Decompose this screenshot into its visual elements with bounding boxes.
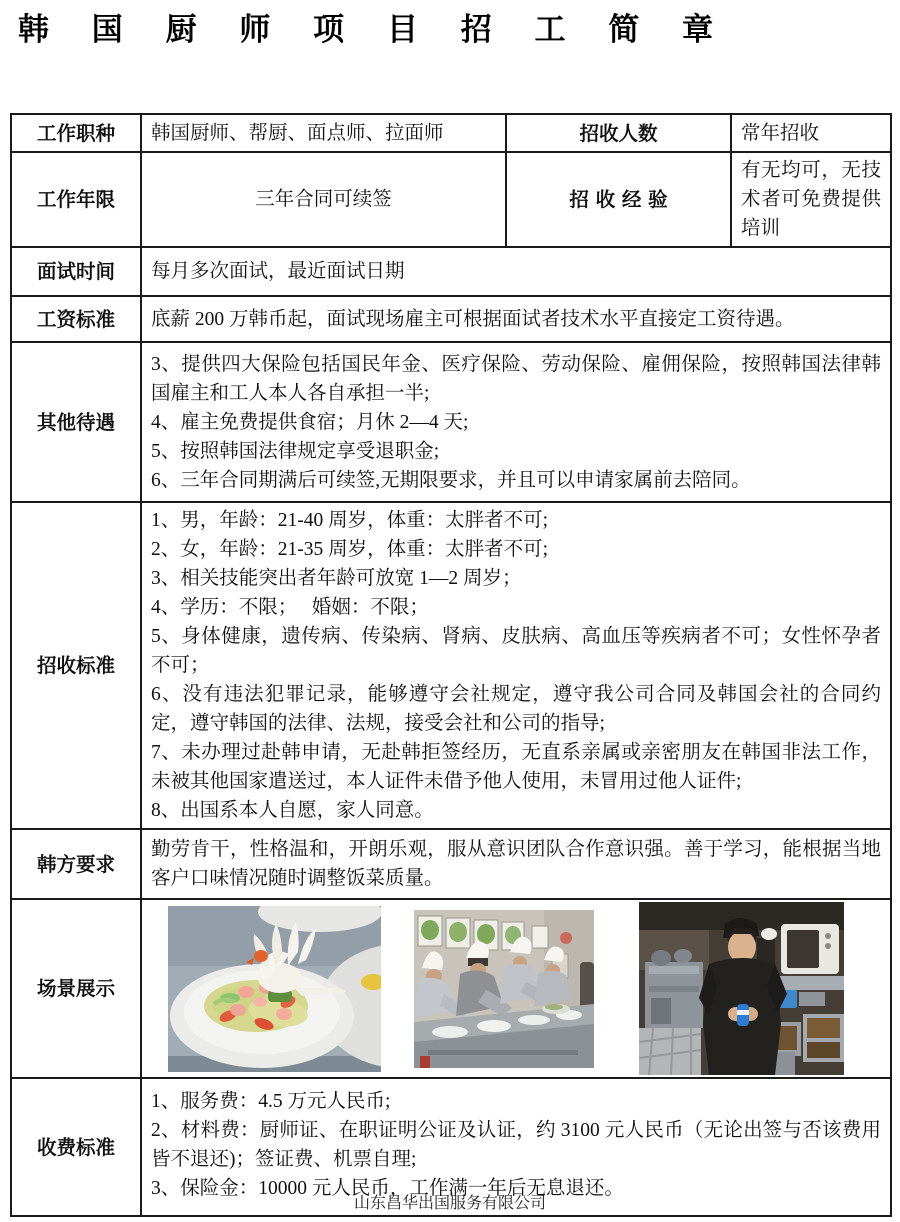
korean-requirements-value: 勤劳肯干，性格温和，开朗乐观，服从意识团队合作意识强。善于学习，能根据当地客户口味情况随时调整饭菜质量。 — [141, 829, 891, 899]
row-label-benefits: 其他待遇 — [11, 342, 141, 502]
criteria-line: 3、相关技能突出者年龄可放宽 1—2 周岁； — [151, 568, 522, 589]
chefs-training-photo — [414, 910, 594, 1068]
row-label-korean-requirements: 韩方要求 — [11, 829, 141, 899]
criteria-line: 6、没有违法犯罪记录，能够遵守会社规定，遵守我公司合同及韩国会社的合同约定，遵守韩国的法律、法规，接受会社和公司的指导; — [151, 684, 881, 734]
benefits-line: 4、雇主免费提供食宿；月休 2—4 天; — [151, 411, 469, 433]
fees-line: 3、保险金：10000 元人民币，工作满一年后无息退还。 — [151, 1178, 624, 1199]
row-label-experience: 招 收 经 验 — [506, 152, 731, 247]
benefits-line: 3、提供四大保险包括国民年金、医疗保险、劳动保险、雇佣保险，按照韩国法律韩国雇主和工人本人各自承担一半; — [151, 353, 881, 404]
recruitment-table — [10, 113, 892, 1217]
benefits-line: 5、按照韩国法律规定享受退职金; — [151, 440, 440, 462]
table-row-gallery — [11, 899, 891, 1078]
recruit-count-value: 常年招收 — [731, 114, 891, 152]
benefits-line: 6、三年合同期满后可续签,无期限要求，并且可以申请家属前去陪同。 — [151, 469, 751, 491]
plated-dish-photo — [168, 906, 381, 1072]
company-footer: 山东昌华出国服务有限公司 — [353, 1195, 546, 1212]
table-row-interview — [11, 247, 891, 296]
table-row-korean-requirements — [11, 829, 891, 899]
row-label-gallery: 场景展示 — [11, 899, 141, 1078]
row-label-criteria: 招收标准 — [11, 502, 141, 829]
criteria-line: 8、出国系本人自愿，家人同意。 — [151, 800, 434, 821]
interview-value: 每月多次面试，最近面试日期 — [141, 247, 891, 296]
chef-in-kitchen-photo — [639, 902, 844, 1075]
job-value: 韩国厨师、帮厨、面点师、拉面师 — [141, 114, 506, 152]
row-label-fees: 收费标准 — [11, 1078, 141, 1216]
table-row-job — [11, 114, 891, 152]
row-label-salary: 工资标准 — [11, 296, 141, 342]
criteria-line: 2、女，年龄：21-35 周岁，体重：太胖者不可; — [151, 539, 549, 560]
row-label-recruit-count: 招收人数 — [506, 114, 731, 152]
table-row-salary — [11, 296, 891, 342]
photo-strip — [146, 902, 886, 1075]
table-row-criteria — [11, 502, 891, 829]
table-row-term — [11, 152, 891, 247]
page-title: 韩 国 厨 师 项 目 招 工 简 章 — [18, 12, 730, 48]
criteria-line: 5、身体健康，遗传病、传染病、肾病、皮肤病、高血压等疾病者不可；女性怀孕者不可； — [151, 626, 881, 676]
experience-value: 有无均可，无技术者可免费提供培训 — [731, 152, 891, 247]
term-value: 三年合同可续签 — [141, 152, 506, 247]
criteria-line: 7、未办理过赴韩申请，无赴韩拒签经历，无直系亲属或亲密朋友在韩国非法工作，未被其他国家遣送过，本人证件未借予他人使用，未冒用过他人证件; — [151, 742, 881, 792]
row-label-job: 工作职种 — [11, 114, 141, 152]
criteria-line: 4、学历：不限； 婚姻：不限； — [151, 597, 429, 618]
fees-line: 1、服务费：4.5 万元人民币; — [151, 1091, 391, 1112]
table-row-benefits — [11, 342, 891, 502]
row-label-term: 工作年限 — [11, 152, 141, 247]
row-label-interview: 面试时间 — [11, 247, 141, 296]
fees-line: 2、材料费：厨师证、在职证明公证及认证，约 3100 元人民币（无论出签与否该费用皆不退还)；签证费、机票自理; — [151, 1120, 881, 1170]
criteria-line: 1、男，年龄：21-40 周岁，体重：太胖者不可; — [151, 510, 549, 531]
benefits-value — [141, 342, 891, 502]
criteria-value — [141, 502, 891, 829]
gallery-cell — [141, 899, 891, 1078]
salary-value: 底薪 200 万韩币起，面试现场雇主可根据面试者技术水平直接定工资待遇。 — [141, 296, 891, 342]
